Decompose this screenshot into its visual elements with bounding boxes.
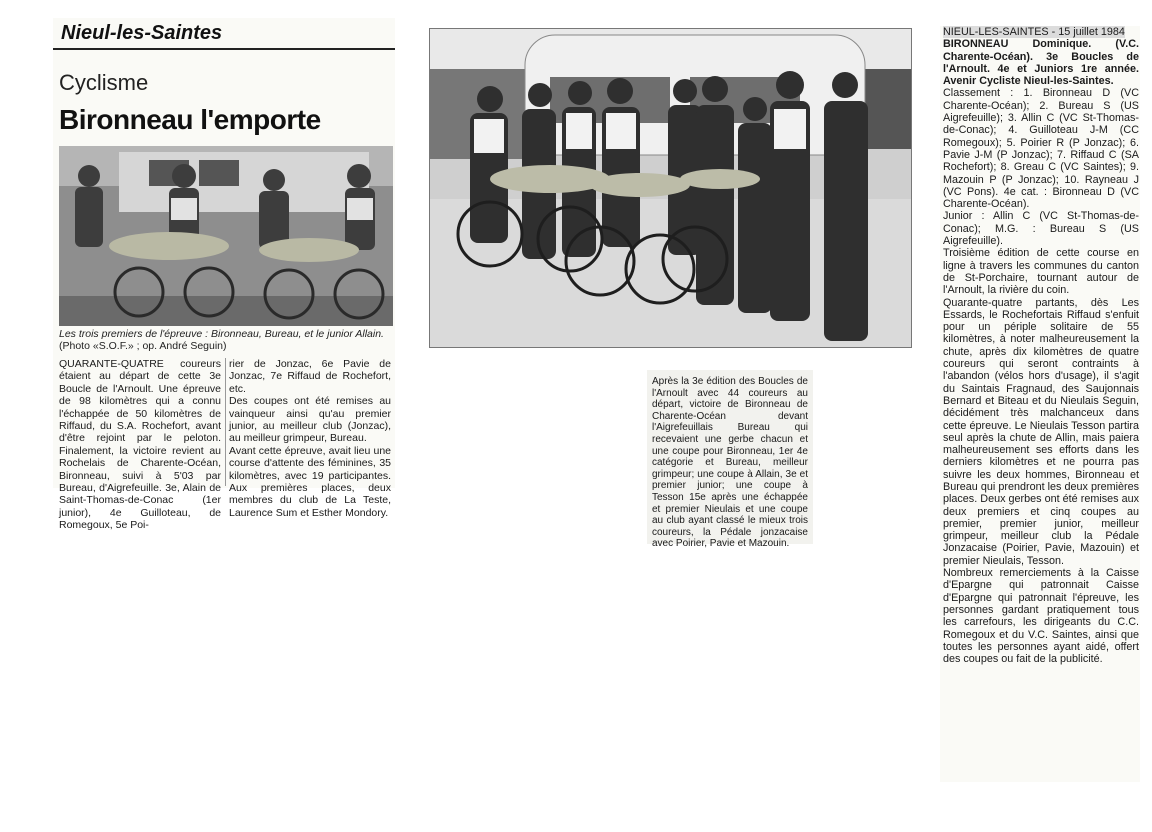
- results-paragraph: Junior : Allin C (VC St-Thomas-de-Conac); M.G. : Bureau S (US Aigrefeuille).: [943, 210, 1139, 248]
- results-paragraph: Classement : 1. Bironneau D (VC Charente-Océan); 2. Bureau S (US Aigrefeuille); 3. Allin C (VC St-Thomas-de-Conac); 4. Guilloteau J-M (CC Romegoux); 5. Poirier R (P Jonzac); 6. Pavie J-M (P Jonzac); 7. Riffaud C (SA Rochefort); 8. Greau C (VC Saintes); 9. Mazouin P (P Jonzac); 10. Rayneau J (VC Pons). 4e cat. : Bironneau D (VC Charente-Océan).: [943, 87, 1139, 211]
- article-paragraph: Nombreux remerciements à la Caisse d'Epargne qui patronnait Caisse d'Epargne qui patronnait l'épreuve, les personnes gardant pratiquement tous les carrefours, les dirigeants du C.C. Romegoux et du V.C. Saintes, ainsi que toutes les personnes ayant aidé, offert des coupes ou fait de la publicité.: [943, 567, 1139, 666]
- column-divider: [225, 358, 226, 486]
- dateline-place: NIEUL-LES-SAINTES: [943, 26, 1049, 38]
- article-clipping-small: [647, 370, 813, 550]
- article-paragraph: Avant cette épreuve, avait lieu une course d'attente des féminines, 35 kilomètres, avec 19 participantes. Aux premières places, deux membres du club de La Teste, Laurence Sum et Esther Mondory.: [229, 444, 391, 519]
- article-paragraph: Quarante-quatre partants, dès Les Essards, le Rochefortais Riffaud s'enfuit pour un périple solitaire de 55 kilomètres, à noter malheureusement la chute, après dix kilomètres de quatre coureurs qui seront contraints à l'abandon (vélos hors d'usage), il s'agit du Saintais Fragnaud, des Saujonnais Bernard et Biteau et du Nieulais Seguin, décidément très malchanceux dans cette épreuve. Le Nieulais Tesson partira seul après la chute de Allin, mais paiera malheureusement ses efforts dans les derniers kilomètres et ne pourra pas suivre les deux hommes, Bironneau et Bureau qui prendront les deux premières places. Deux gerbes ont été remises aux deux premiers et cinq coupes au premier, premier junior, meilleur grimpeur, meilleur club la Pédale Jonzacaise (Poirier, Pavie, Mazouin) et premier Nieulais, Tesson.: [943, 296, 1139, 567]
- article-body: [943, 26, 1139, 665]
- article-paragraph: rier de Jonzac, 6e Pavie de Jonzac, 7e Riffaud de Rochefort, etc.: [229, 358, 391, 395]
- article-clipping-right: [940, 26, 1140, 782]
- article-paragraph: Après la 3e édition des Boucles de l'Arnoult avec 44 coureurs au départ, victoire de Bironneau de Charente-Océan devant l'Aigrefeuillais Bureau qui recevaient une gerbe chacun et une coupe pour Bironneau, 1er 4e catégorie et Bureau, meilleur grimpeur; une coupe à Allain, 3e et premier junior; une coupe à Tesson 15e après une échappée et premier Nieulais et une coupe au club ayant classé le mieux trois coureurs, la Pédale jonzacaise avec Poirier, Pavie et Mazouin.: [652, 376, 808, 550]
- article-paragraph: QUARANTE-QUATRE coureurs étaient au départ de cette 3e Boucle de l'Arnoult. Une épreuve de 98 kilomètres qui a connu l'échappée de 50 kilomètres de Riffaud, du S.A. Rochefort, avant d'être rejoint par le peloton. Finalement, la victoire revient au Rochelais de Charente-Océan, Bironneau, suivi à 5'03 par Bureau, d'Aigrefeuille. 3e, Alain de Saint-Thomas-de-Conac (1er junior), 4e Guilloteau, de Romegoux, 5e Poi-: [59, 358, 221, 532]
- article-lead: BIRONNEAU Dominique. (V.C. Charente-Océan). 3e Boucles de l'Arnoult. 4e et Juniors 1re année. Avenir Cycliste Nieul-les-Saintes.: [943, 38, 1139, 88]
- podium-photo: [59, 146, 393, 326]
- article-column-2: [229, 358, 391, 519]
- section-header: [53, 18, 395, 50]
- photo-illustration: [430, 29, 911, 347]
- article-paragraph: Troisième édition de cette course en ligne à travers les communes du canton de St-Porchaire, tournant autour de l'Arnoult, la rivière du coin.: [943, 247, 1139, 297]
- article-column-1: [59, 358, 221, 532]
- article-headline: Bironneau l'emporte: [59, 104, 321, 135]
- dateline-date: - 15 juillet 1984: [1048, 26, 1125, 38]
- photo-illustration: [59, 146, 393, 326]
- article-paragraph: Des coupes ont été remises au vainqueur ainsi qu'au premier junior, au meilleur club (Jonzac), au meilleur grimpeur, Bureau.: [229, 395, 391, 445]
- article-clipping-left: [53, 18, 395, 532]
- photo-credit: (Photo «S.O.F.» ; op. André Seguin): [59, 340, 227, 352]
- caption-text: Les trois premiers de l'épreuve : Bironneau, Bureau, et le junior Allain.: [59, 328, 384, 340]
- team-photo: [429, 28, 912, 348]
- photo-caption: [59, 328, 393, 352]
- section-title: Nieul-les-Saintes: [61, 22, 223, 44]
- article-kicker: Cyclisme: [59, 70, 149, 95]
